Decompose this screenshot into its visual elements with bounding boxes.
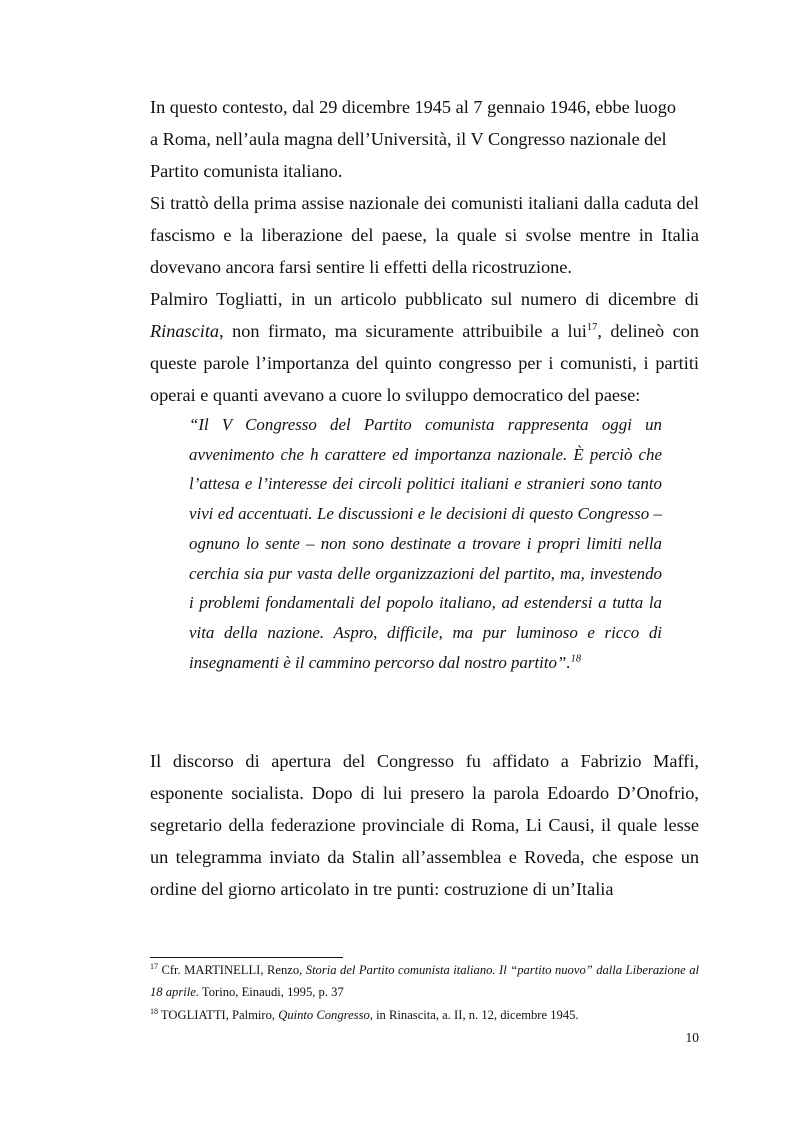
footnote-18 <box>150 1005 699 1027</box>
footnotes <box>150 960 699 1029</box>
footnote-17 <box>150 960 699 1003</box>
quote-text: “Il V Congresso del Partito comunista rappresenta oggi un avvenimento che h carattere ed importanza nazionale. È perciò che l’attesa e l’interesse dei circoli politici italiani e stranieri sono tanto vivi ed accentuati. Le discussioni e le decisioni di questo Congresso – ognuno lo sente – non sono destinate a trovare i propri limiti nella cerchia sia pur vasta delle organizzazioni del partito, ma, investendo i problemi fondamentali del popolo italiano, ad estendersi a tutta la vita della nazione. Aspro, difficile, ma pur luminoso e ricco di insegnamenti è il cammino percorso dal nostro partito”. <box>189 415 662 672</box>
footnote-text: , in Rinascita, a. II, n. 12, dicembre 1945. <box>369 1008 579 1022</box>
paragraph-togliatti <box>150 283 699 411</box>
paragraph-assise: Si trattò della prima assise nazionale dei comunisti italiani dalla caduta del fascismo e la liberazione del paese, la quale si svolse mentre in Italia dovevano ancora farsi sentire li effetti della ricostruzione. <box>150 193 699 277</box>
footnote-separator <box>150 957 343 958</box>
footnote-number: 18 <box>150 1006 158 1016</box>
footnote-number: 17 <box>150 961 158 971</box>
footnote-text: Torino, Einaudi, 1995, p. 37 <box>198 984 344 999</box>
paragraph-line: a Roma, nell’aula magna dell’Università, il V Congresso nazionale del <box>150 129 667 149</box>
paragraph-congress-speakers: Il discorso di apertura del Congresso fu affidato a Fabrizio Maffi, esponente socialista. Dopo di lui presero la parola Edoardo D’Onofrio, segretario della federazione provinciale di Roma, Li Causi, il quale lesse un telegramma inviato da Stalin all’assemblea e Roveda, che espose un ordine del giorno articolato in tre punti: costruzione di un’Italia <box>150 751 699 899</box>
page-number: 10 <box>685 1030 699 1045</box>
paragraph-text: , delineò con queste parole l’importanza del quinto congresso per i comunisti, i partiti operai e quanti avevano a cuore lo sviluppo democratico del paese: <box>150 321 699 405</box>
paragraph-line: Partito comunista italiano. <box>150 161 343 181</box>
paragraph-text: Palmiro Togliatti, in un articolo pubblicato sul numero di dicembre di <box>150 289 699 309</box>
body-upper <box>150 91 699 411</box>
body-lower <box>150 745 699 905</box>
footnote-text: TOGLIATTI, Palmiro, <box>158 1008 279 1022</box>
paragraph-line: In questo contesto, dal 29 dicembre 1945 al 7 gennaio 1946, ebbe luogo <box>150 97 676 117</box>
footnote-title: Storia del Partito comunista italiano. Il “partito nuovo” dalla Liberazione al 18 aprile. <box>150 963 699 999</box>
footnote-ref[interactable]: 18 <box>570 653 582 664</box>
paragraph-text: , non firmato, ma sicuramente attribuibile a lui <box>219 321 587 341</box>
block-quote <box>189 410 662 677</box>
footnote-ref[interactable]: 17 <box>586 321 598 333</box>
footnote-title: Quinto Congresso <box>278 1008 370 1022</box>
footnote-text: Cfr. MARTINELLI, Renzo, <box>158 963 306 977</box>
paragraph-congress-intro <box>150 91 699 187</box>
journal-title: Rinascita <box>150 321 220 341</box>
